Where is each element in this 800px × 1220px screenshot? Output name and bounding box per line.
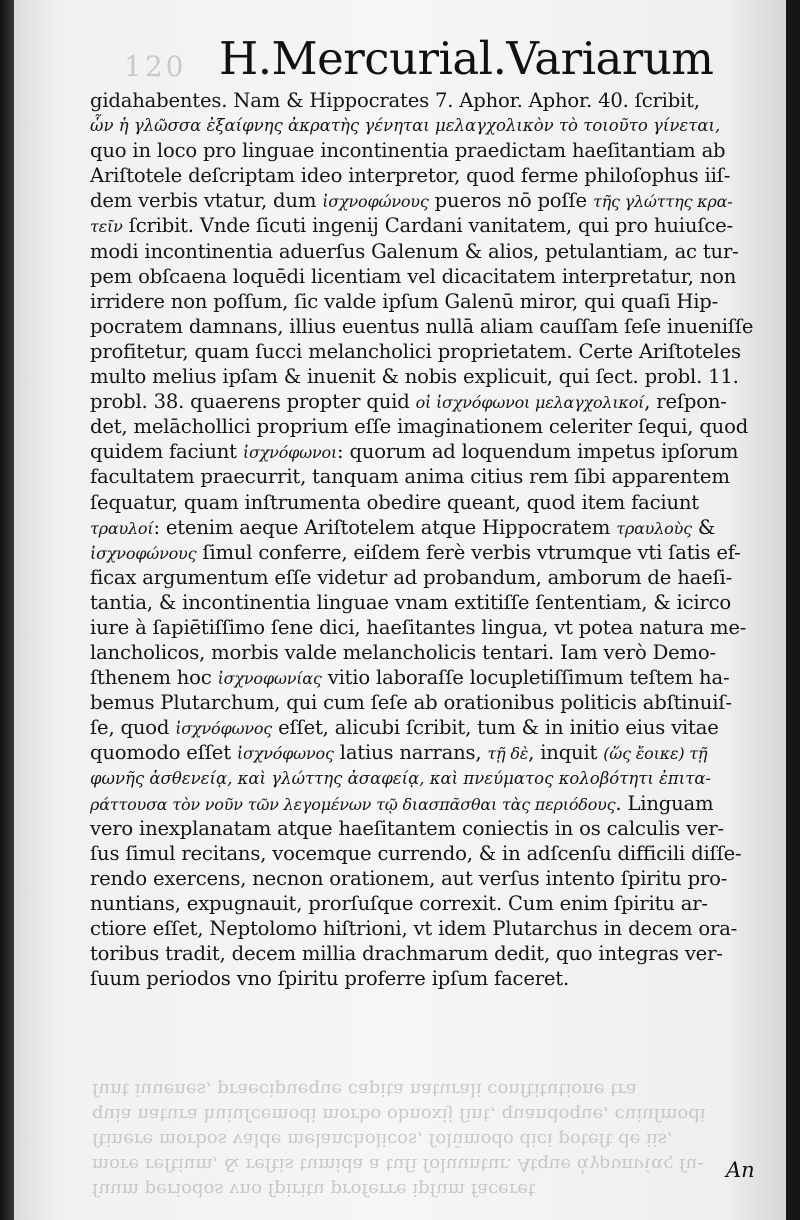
latin-phrase: : etenim aeque Ariſtotelem atque Hippocratem — [153, 515, 617, 539]
text-line: ficax argumentum eſſe videtur ad probandum, amborum de haeſi- — [90, 565, 733, 589]
latin-phrase: quomodo eſſet — [90, 741, 237, 765]
text-line: facultatem praecurrit, tanquam anima citius rem ſibi apparentem — [90, 465, 730, 489]
bleed-line: ſtinere morbos valde melancholicos, ſolūmodo dici poteſt de iis, — [92, 1129, 673, 1150]
latin-phrase: vitio laboraſſe locupletiſſimum teſtem ha- — [321, 666, 730, 690]
text-line — [90, 389, 770, 414]
text-line — [90, 188, 770, 213]
text-line: lancholicos, morbis valde melancholicis tentari. Iam verò Demo- — [90, 641, 716, 665]
text-line: ſuum periodos vno ſpiritu proferre ipſum faceret. — [90, 967, 569, 991]
text-line: tantia, & incontinentia linguae vnam extitiſſe ſententiam, & icirco — [90, 590, 732, 614]
text-line: det, melāchollici proprium eſſe imaginationem celeriter ſequi, quod — [90, 415, 749, 439]
text-line: bemus Plutarchum, qui cum ſeſe ab orationibus politicis abſtinuiſ- — [90, 691, 732, 715]
book-page — [14, 0, 786, 1220]
text-line — [90, 540, 770, 565]
latin-phrase: , reſpon- — [644, 390, 727, 414]
bleed-line: more reſtium, & reſtis tumida a tuſi ſoluuntur. Atque ἀγρυπνίας ſu- — [92, 1154, 704, 1175]
latin-phrase: , inquit — [528, 741, 604, 765]
bleed-line: quia natura huiuſcemodi morbo obnoxij ſint, quandoque, cuiuſmodi — [92, 1104, 706, 1125]
text-line: profitetur, quam ſucci melancholici proprietatem. Certe Ariſtoteles — [90, 339, 741, 363]
greek-phrase: τραυλοὺς — [616, 518, 692, 538]
latin-phrase: . Linguam — [615, 791, 714, 815]
greek-phrase: τεῖν — [90, 217, 123, 237]
bleed-line: ſunt iuuenes, praecipueque capita naturali conſtitutione tra — [92, 1079, 637, 1100]
latin-phrase: eſſet, alicubi ſcribit, tum & in initio eius vitae — [272, 716, 719, 740]
greek-phrase: ἰσχνοφώνους — [90, 543, 197, 563]
text-line: multo melius ipſam & inuenit & nobis explicuit, qui ſect. probl. 11. — [90, 365, 739, 389]
text-line: pem obſcaena loquēdi licentiam vel dicacitatem interpretatur, non — [90, 264, 737, 288]
text-line — [90, 740, 770, 765]
text-line: Ariſtotele deſcriptam ideo interpretor, quod ferme philoſophus iiſ- — [90, 164, 731, 188]
text-line — [90, 665, 770, 690]
latin-phrase: latius narrans, — [333, 741, 488, 765]
latin-phrase: ſthenem hoc — [90, 666, 218, 690]
latin-phrase: & — [691, 515, 716, 539]
greek-phrase: τῇ δὲ — [487, 744, 529, 764]
text-line: pocratem damnans, illius euentus nullā aliam cauſſam ſeſe inueniſſe — [90, 314, 754, 338]
greek-phrase: ἰσχνοφώνους — [322, 192, 429, 212]
text-line: ὧν ἡ γλῶσσα ἐξαίφνης ἀκρατὴς γένηται μελαγχολικὸν τὸ τοιοῦτο γίνεται, — [90, 116, 721, 136]
text-line: irridere non poſſum, ſic valde ipſum Galenū miror, qui quaſi Hip- — [90, 289, 719, 313]
latin-phrase: ſcribit. Vnde ſicuti ingenij Cardani vanitatem, qui pro huiuſce- — [122, 214, 733, 238]
ghost-page-number: 120 — [124, 50, 187, 83]
greek-phrase: ἰσχνόφωνοι — [242, 443, 338, 463]
body-text — [90, 88, 770, 991]
greek-phrase: ἰσχνοφωνίας — [217, 669, 322, 689]
text-line — [90, 213, 770, 238]
latin-phrase: pueros nō poſſe — [428, 189, 593, 213]
latin-phrase: quidem faciunt — [90, 440, 243, 464]
greek-phrase: τῆς γλώττης κρα- — [592, 192, 733, 212]
running-head: H.Mercurial.Variarum — [219, 32, 714, 85]
text-line: ſus ſimul recitans, vocemque currendo, & in adſcenſu difficili diſſe- — [90, 841, 742, 865]
greek-phrase: ἰσχνόφωνος — [236, 744, 334, 764]
latin-phrase: ſimul conferre, eiſdem ferè verbis vtrumque vti ſatis ef- — [196, 540, 741, 564]
text-line: ctiore eſſet, Neptolomo hiſtrioni, vt idem Plutarchus in decem ora- — [90, 917, 738, 941]
text-line: φωνῆς ἀσθενείᾳ, καὶ γλώττης ἀσαφείᾳ, καὶ πνεύματος κολοβότητι ἐπιτα- — [90, 768, 712, 788]
latin-phrase: probl. 38. quaerens propter quid — [90, 390, 416, 414]
text-line: quo in loco pro linguae incontinentia praedictam haeſitantiam ab — [90, 139, 726, 163]
text-line: toribus tradit, decem millia drachmarum dedit, quo integras ver- — [90, 942, 723, 966]
text-line: vero inexplanatam atque haeſitantem coniectis in os calculis ver- — [90, 816, 724, 840]
text-line — [90, 439, 770, 464]
text-line: nuntians, expugnauit, prorſuſque correxit. Cum enim ſpiritu ar- — [90, 892, 708, 915]
text-line: rendo exercens, necnon orationem, aut verſus intento ſpiritu pro- — [90, 866, 728, 890]
text-line — [90, 791, 770, 816]
text-line — [90, 515, 770, 540]
greek-phrase: τραυλοί — [90, 518, 154, 538]
greek-phrase: ράττουσα τὸν νοῦν τῶν λεγομένων τῷ διασπᾶσθαι τὰς περιόδους — [90, 794, 616, 814]
latin-phrase: ſe, quod — [90, 716, 176, 740]
binding-shadow — [0, 0, 14, 1220]
greek-phrase: ἰσχνόφωνος — [175, 719, 273, 739]
text-line — [90, 715, 770, 740]
greek-phrase: οἱ ἰσχνόφωνοι μελαγχολικοί — [415, 393, 645, 413]
greek-phrase: (ὥς ἔοικε) τῇ — [603, 744, 708, 764]
text-line: gidahabentes. Nam & Hippocrates 7. Aphor. Aphor. 40. ſcribit, — [90, 89, 700, 112]
text-line: modi incontinentia aduerſus Galenum & alios, petulantiam, ac tur- — [90, 239, 739, 263]
text-line: ſequatur, quam inſtrumenta obedire queant, quod item faciunt — [90, 490, 699, 514]
latin-phrase: : quorum ad loquendum impetus ipſorum — [337, 440, 739, 464]
bleed-through-text — [92, 1052, 752, 1202]
text-line: iure à ſapiētiſſimo ſene dici, haeſitantes lingua, vt potea natura me- — [90, 615, 747, 639]
latin-phrase: dem verbis vtatur, dum — [90, 189, 323, 213]
bleed-line: ſuum periodos vno ſpiritu proferre ipſum faceret — [92, 1179, 536, 1200]
catchword: An — [726, 1158, 755, 1182]
